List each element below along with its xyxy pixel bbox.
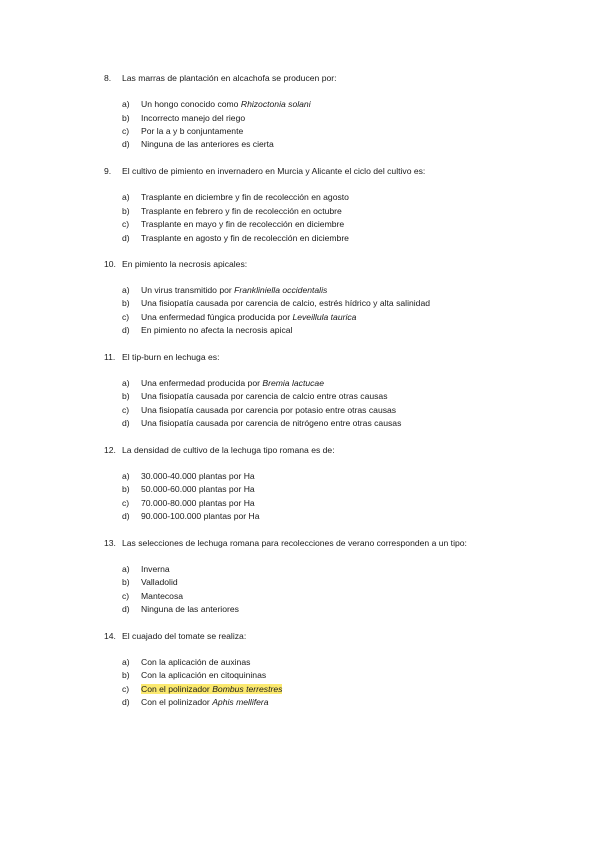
- option-10c: [122, 312, 356, 323]
- question-number: 8.: [104, 73, 112, 83]
- option-letter: a): [122, 192, 130, 202]
- option-9a: [122, 192, 349, 203]
- option-text: Con el polinizador: [141, 684, 213, 694]
- option-text: Con la aplicación de auxinas: [141, 657, 251, 667]
- option-letter: c): [122, 684, 130, 694]
- option-letter: d): [122, 139, 130, 149]
- option-letter: b): [122, 577, 130, 587]
- option-italic-text: Frankliniella occidentalis: [234, 285, 328, 295]
- option-11d: [122, 418, 401, 429]
- option-13a: [122, 564, 170, 575]
- option-letter: b): [122, 298, 130, 308]
- option-10d: [122, 325, 292, 336]
- option-text: Mantecosa: [141, 591, 184, 601]
- option-italic-text: Bremia lactucae: [262, 378, 324, 388]
- option-letter: d): [122, 511, 130, 521]
- option-text: 50.000-60.000 plantas por Ha: [141, 484, 255, 494]
- option-letter: d): [122, 604, 130, 614]
- option-text: Con el polinizador: [141, 697, 213, 707]
- option-letter: a): [122, 657, 130, 667]
- option-letter: d): [122, 697, 130, 707]
- option-11a: [122, 378, 324, 389]
- option-13d: [122, 604, 239, 615]
- question-text: El cuajado del tomate se realiza:: [122, 631, 247, 641]
- question-number: 9.: [104, 166, 112, 176]
- question-13: [104, 538, 467, 549]
- option-letter: c): [122, 312, 130, 322]
- option-14a: [122, 657, 250, 668]
- option-11b: [122, 391, 388, 402]
- option-letter: c): [122, 405, 130, 415]
- option-text: Trasplante en diciembre y fin de recolección en agosto: [141, 192, 349, 202]
- option-text: Una fisiopatía causada por carencia de calcio entre otras causas: [141, 391, 388, 401]
- option-letter: d): [122, 233, 130, 243]
- option-letter: c): [122, 126, 130, 136]
- option-8c: [122, 126, 243, 137]
- option-text: Con la aplicación en citoquininas: [141, 670, 267, 680]
- option-letter: a): [122, 378, 130, 388]
- option-text: 30.000-40.000 plantas por Ha: [141, 471, 255, 481]
- option-text: Una fisiopatía causada por carencia de nitrógeno entre otras causas: [141, 418, 402, 428]
- option-12a: [122, 471, 255, 482]
- option-text: Trasplante en febrero y fin de recolección en octubre: [141, 206, 342, 216]
- option-text: Inverna: [141, 564, 170, 574]
- option-11c: [122, 405, 396, 416]
- option-text: 70.000-80.000 plantas por Ha: [141, 498, 255, 508]
- option-letter: d): [122, 325, 130, 335]
- option-letter: b): [122, 206, 130, 216]
- option-13b: [122, 577, 178, 588]
- option-text: Un hongo conocido como: [141, 99, 241, 109]
- option-letter: a): [122, 564, 130, 574]
- question-number: 10.: [104, 259, 116, 269]
- option-letter: b): [122, 484, 130, 494]
- option-text: 90.000-100.000 plantas por Ha: [141, 511, 260, 521]
- option-9b: [122, 206, 342, 217]
- highlighted-answer: [141, 684, 282, 694]
- option-12b: [122, 484, 255, 495]
- option-8a: [122, 99, 311, 110]
- question-9: [104, 166, 425, 177]
- question-12: [104, 445, 335, 456]
- option-8b: [122, 113, 245, 124]
- option-text: Un virus transmitido por: [141, 285, 235, 295]
- option-10a: [122, 285, 327, 296]
- option-14d: [122, 697, 269, 708]
- question-text: La densidad de cultivo de la lechuga tipo romana es de:: [122, 445, 335, 455]
- option-text: Una fisiopatía causada por carencia por potasio entre otras causas: [141, 405, 397, 415]
- option-text: Trasplante en mayo y fin de recolección en diciembre: [141, 219, 345, 229]
- option-letter: c): [122, 498, 130, 508]
- option-9d: [122, 233, 349, 244]
- question-text: Las marras de plantación en alcachofa se producen por:: [122, 73, 337, 83]
- option-text: Una enfermedad producida por: [141, 378, 263, 388]
- question-number: 13.: [104, 538, 116, 548]
- option-12c: [122, 498, 255, 509]
- option-letter: b): [122, 670, 130, 680]
- option-italic-text: Leveillula taurica: [292, 312, 357, 322]
- option-text: Trasplante en agosto y fin de recolección en diciembre: [141, 233, 349, 243]
- option-8d: [122, 139, 274, 150]
- option-letter: b): [122, 391, 130, 401]
- option-letter: c): [122, 591, 130, 601]
- question-8: [104, 73, 337, 84]
- option-text: En pimiento no afecta la necrosis apical: [141, 325, 293, 335]
- question-11: [104, 352, 219, 363]
- option-text: Incorrecto manejo del riego: [141, 113, 246, 123]
- option-text: Una enfermedad fúngica producida por: [141, 312, 293, 322]
- question-14: [104, 631, 246, 642]
- option-text: Una fisiopatía causada por carencia de calcio, estrés hídrico y alta salinidad: [141, 298, 431, 308]
- question-number: 14.: [104, 631, 116, 641]
- question-10: [104, 259, 247, 270]
- question-text: En pimiento la necrosis apicales:: [122, 259, 248, 269]
- option-letter: a): [122, 99, 130, 109]
- question-number: 11.: [104, 352, 116, 362]
- option-9c: [122, 219, 344, 230]
- option-12d: [122, 511, 260, 522]
- option-text: Valladolid: [141, 577, 178, 587]
- option-text: Por la a y b conjuntamente: [141, 126, 244, 136]
- option-10b: [122, 298, 430, 309]
- option-letter: a): [122, 471, 130, 481]
- option-14b: [122, 670, 266, 681]
- option-13c: [122, 591, 183, 602]
- option-text: Ninguna de las anteriores: [141, 604, 239, 614]
- option-italic-text: Bombus terrestres: [212, 684, 283, 694]
- option-letter: b): [122, 113, 130, 123]
- question-text: El cultivo de pimiento en invernadero en Murcia y Alicante el ciclo del cultivo es:: [122, 166, 426, 176]
- option-letter: a): [122, 285, 130, 295]
- option-italic-text: Rhizoctonia solani: [240, 99, 311, 109]
- question-number: 12.: [104, 445, 116, 455]
- question-text: Las selecciones de lechuga romana para recolecciones de verano corresponden a un tipo:: [122, 538, 467, 548]
- option-text: Ninguna de las anteriores es cierta: [141, 139, 274, 149]
- option-14c: [122, 684, 282, 695]
- option-italic-text: Aphis mellifera: [212, 697, 269, 707]
- question-text: El tip-burn en lechuga es:: [122, 352, 220, 362]
- option-letter: c): [122, 219, 130, 229]
- option-letter: d): [122, 418, 130, 428]
